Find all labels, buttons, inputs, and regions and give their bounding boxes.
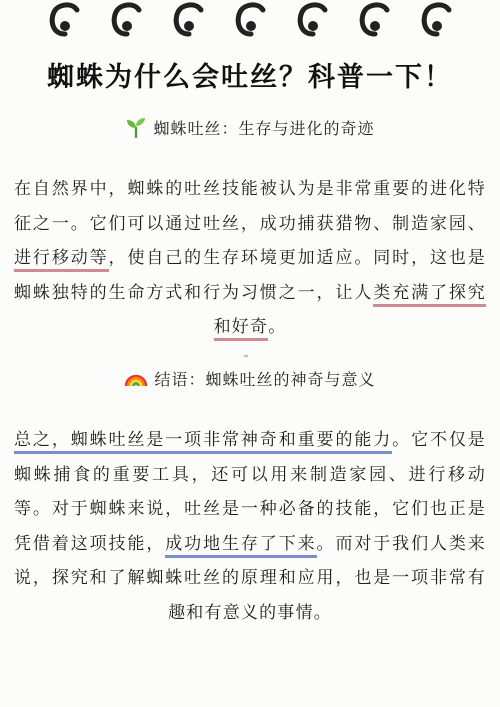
text-span: 。它不仅是蜘蛛捕食的重要工具，还可以用来制造家园、进行移动等。对于蜘蛛来说，吐丝是一种必备的技能，它们也正是凭借着这项技能， [14,430,487,554]
page-title: 蜘蛛为什么会吐丝？科普一下！ [47,62,453,93]
ring-icon [172,0,206,38]
section1-heading [0,116,500,139]
text-span: ，使自己的生存环境更加适应。同时，这也是蜘蛛独特的生命方式和行为习惯之一，让人 [14,248,487,303]
highlight-text: 成功地生存了下来 [165,534,316,558]
ring-icon [110,0,144,38]
ring-icon [234,0,268,38]
highlight-text: 总之，蜘蛛吐丝是一项非常神奇和重要的能力 [14,430,392,454]
text-span: 。而对于我们人类来说，探究和了解蜘蛛吐丝的原理和应用，也是一项非常有趣和有意义的事情。 [14,533,486,623]
seedling-icon [125,117,147,139]
ring-icon [296,0,330,38]
ring-icon [48,0,82,38]
highlight-text: 进行移动等 [14,248,109,272]
section2-paragraph [14,423,486,630]
highlight-text: 类充满了探究和好奇 [214,283,486,342]
section2-heading [0,367,500,390]
notebook-rings [0,0,500,42]
section1-paragraph [14,172,486,345]
text-span: 。 [268,317,287,337]
ring-icon [358,0,392,38]
rainbow-icon [124,368,148,388]
text-span: 在自然界中，蜘蛛的吐丝技能被认为是非常重要的进化特征之一。它们可以通过吐丝，成功捕获猎物、制造家园、 [14,179,486,234]
section2-heading-text: 结语：蜘蛛吐丝的神奇与意义 [154,370,376,389]
ring-icon [420,0,454,38]
section1-heading-text: 蜘蛛吐丝：生存与进化的奇迹 [153,119,375,138]
decor-mark: ≈ [243,352,249,360]
